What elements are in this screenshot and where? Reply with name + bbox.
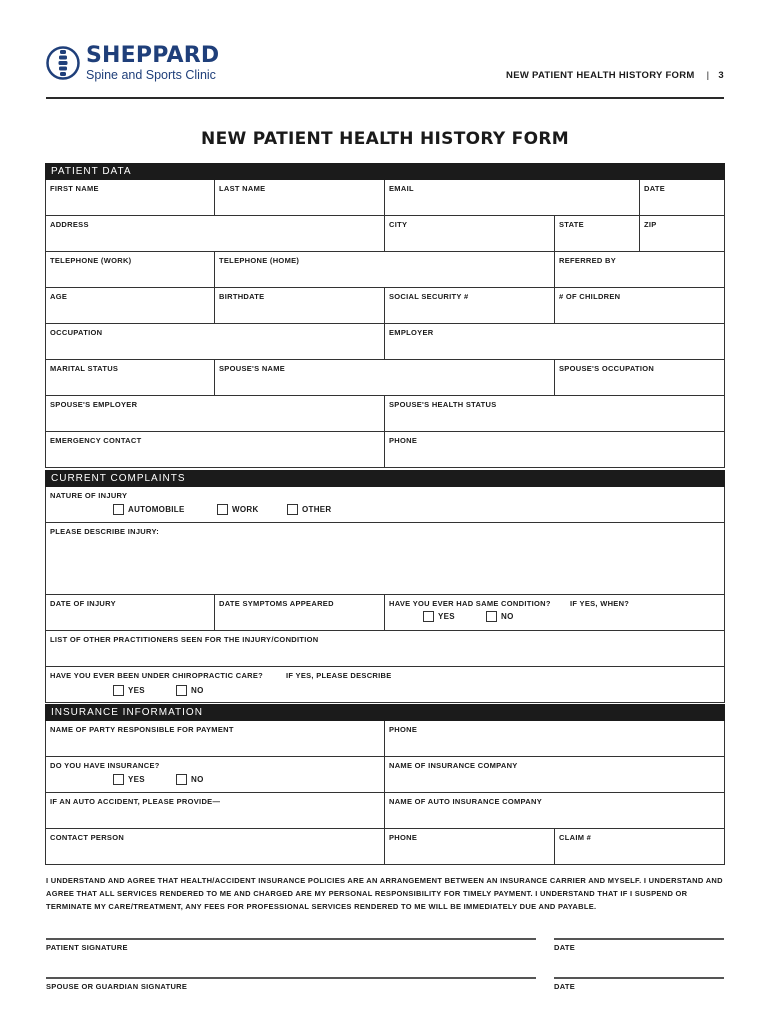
last-name-field[interactable]	[215, 180, 385, 216]
spouse-date-line[interactable]	[554, 977, 724, 979]
emergency-contact-label: EMERGENCY CONTACT	[50, 436, 142, 445]
children-field[interactable]	[555, 288, 725, 324]
contact-phone-field[interactable]	[385, 829, 555, 865]
other-checkbox[interactable]	[287, 504, 332, 515]
first-name-field[interactable]	[45, 180, 215, 216]
checkbox-box[interactable]	[113, 685, 124, 696]
address-field[interactable]	[45, 216, 385, 252]
auto-accident-field[interactable]	[45, 793, 385, 829]
marital-status-label: MARITAL STATUS	[50, 364, 119, 373]
same-condition-yes-checkbox[interactable]	[423, 611, 455, 622]
no-label: NO	[191, 775, 204, 784]
automobile-checkbox[interactable]	[113, 504, 185, 515]
checkbox-box[interactable]	[176, 685, 187, 696]
first-name-label: FIRST NAME	[50, 184, 99, 193]
checkbox-box[interactable]	[113, 774, 124, 785]
checkbox-box[interactable]	[113, 504, 124, 515]
other-practitioners-field[interactable]	[45, 631, 725, 667]
responsible-party-field[interactable]	[45, 721, 385, 757]
insurance-no-checkbox[interactable]	[176, 774, 204, 785]
checkbox-box[interactable]	[486, 611, 497, 622]
insurance-company-label: NAME OF INSURANCE COMPANY	[389, 761, 518, 770]
spouse-signature-label: SPOUSE OR GUARDIAN SIGNATURE	[46, 982, 188, 991]
patient-date-line[interactable]	[554, 938, 724, 940]
auto-insurance-label: NAME OF AUTO INSURANCE COMPANY	[389, 797, 543, 806]
email-field[interactable]	[385, 180, 640, 216]
state-label: STATE	[559, 220, 584, 229]
logo-title: SHEPPARD	[86, 43, 220, 68]
responsible-party-label: NAME OF PARTY RESPONSIBLE FOR PAYMENT	[50, 725, 234, 734]
zip-field[interactable]	[640, 216, 725, 252]
last-name-label: LAST NAME	[219, 184, 266, 193]
logo-subtitle: Spine and Sports Clinic	[86, 68, 216, 82]
age-field[interactable]	[45, 288, 215, 324]
insurance-yes-checkbox[interactable]	[113, 774, 145, 785]
date-of-injury-label: DATE OF INJURY	[50, 599, 116, 608]
zip-label: ZIP	[644, 220, 657, 229]
clinic-logo	[46, 43, 220, 84]
contact-person-field[interactable]	[45, 829, 385, 865]
auto-insurance-field[interactable]	[385, 793, 725, 829]
marital-status-field[interactable]	[45, 360, 215, 396]
spouse-health-field[interactable]	[385, 396, 725, 432]
section-current-complaints: CURRENT COMPLAINTS	[45, 470, 725, 487]
date-of-injury-field[interactable]	[45, 595, 215, 631]
if-yes-when-label: IF YES, WHEN?	[570, 599, 630, 608]
nature-of-injury-label: NATURE OF INJURY	[50, 491, 128, 500]
contact-phone-label: PHONE	[389, 833, 418, 842]
city-label: CITY	[389, 220, 408, 229]
spouse-signature-line[interactable]	[46, 977, 536, 979]
section-insurance: INSURANCE INFORMATION	[45, 704, 725, 721]
other-practitioners-label: LIST OF OTHER PRACTITIONERS SEEN FOR THE INJURY/CONDITION	[50, 635, 319, 644]
spouse-occupation-label: SPOUSE'S OCCUPATION	[559, 364, 655, 373]
no-label: NO	[501, 612, 514, 621]
ssn-label: SOCIAL SECURITY #	[389, 292, 469, 301]
occupation-label: OCCUPATION	[50, 328, 103, 337]
section-patient-data: PATIENT DATA	[45, 163, 725, 180]
telephone-work-label: TELEPHONE (WORK)	[50, 256, 132, 265]
occupation-field[interactable]	[45, 324, 385, 360]
describe-injury-label: PLEASE DESCRIBE INJURY:	[50, 527, 159, 536]
spine-logo-icon	[46, 44, 80, 82]
spouse-employer-field[interactable]	[45, 396, 385, 432]
chiropractic-care-label: HAVE YOU EVER BEEN UNDER CHIROPRACTIC CARE?	[50, 671, 264, 680]
city-field[interactable]	[385, 216, 555, 252]
date-symptoms-field[interactable]	[215, 595, 385, 631]
ssn-field[interactable]	[385, 288, 555, 324]
describe-injury-field[interactable]	[45, 523, 725, 595]
checkbox-box[interactable]	[287, 504, 298, 515]
telephone-work-field[interactable]	[45, 252, 215, 288]
date-symptoms-label: DATE SYMPTOMS APPEARED	[219, 599, 334, 608]
birthdate-field[interactable]	[215, 288, 385, 324]
yes-label: YES	[128, 775, 145, 784]
automobile-label: AUTOMOBILE	[128, 505, 185, 514]
employer-field[interactable]	[385, 324, 725, 360]
email-label: EMAIL	[389, 184, 414, 193]
yes-label: YES	[128, 686, 145, 695]
employer-label: EMPLOYER	[389, 328, 434, 337]
no-label: NO	[191, 686, 204, 695]
telephone-home-label: TELEPHONE (HOME)	[219, 256, 300, 265]
other-label: OTHER	[302, 505, 332, 514]
state-field[interactable]	[555, 216, 640, 252]
checkbox-box[interactable]	[176, 774, 187, 785]
header-form-label	[506, 70, 724, 81]
page-number: 3	[718, 70, 724, 81]
auto-accident-label: IF AN AUTO ACCIDENT, PLEASE PROVIDE—	[50, 797, 221, 806]
form-title: NEW PATIENT HEALTH HISTORY FORM	[201, 129, 569, 149]
contact-person-label: CONTACT PERSON	[50, 833, 125, 842]
claim-field[interactable]	[555, 829, 725, 865]
spouse-date-label: DATE	[554, 982, 576, 991]
chiropractic-yes-checkbox[interactable]	[113, 685, 145, 696]
if-yes-describe-label: IF YES, PLEASE DESCRIBE	[286, 671, 392, 680]
work-label: WORK	[232, 505, 259, 514]
claim-label: CLAIM #	[559, 833, 592, 842]
have-insurance-field	[45, 757, 385, 793]
same-condition-label: HAVE YOU EVER HAD SAME CONDITION?	[389, 599, 551, 608]
age-label: AGE	[50, 292, 68, 301]
spouse-name-label: SPOUSE'S NAME	[219, 364, 286, 373]
spouse-health-label: SPOUSE'S HEALTH STATUS	[389, 400, 497, 409]
chiropractic-no-checkbox[interactable]	[176, 685, 204, 696]
consent-statement: I UNDERSTAND AND AGREE THAT HEALTH/ACCIDENT INSURANCE POLICIES ARE AN ARRANGEMENT BETWEEN AN INSURANCE CARRIER AND MYSELF. I UNDERSTAND AND AGREE THAT ALL SERVICES RENDERED TO ME AND CHARGED ARE MY PERSONAL RESPONSIBILITY FOR TIMELY PAYMENT. I UNDERSTAND THAT IF I SUSPEND OR TERMINATE MY CARE/TREATMENT, ANY FEES FOR PROFESSIONAL SERVICES RENDERED TO ME WILL BE IMMEDIATELY DUE AND PAYABLE.	[46, 876, 723, 911]
checkbox-box[interactable]	[217, 504, 228, 515]
emergency-phone-label: PHONE	[389, 436, 418, 445]
referred-by-field[interactable]	[555, 252, 725, 288]
date-label: DATE	[644, 184, 666, 193]
children-label: # OF CHILDREN	[559, 292, 621, 301]
date-field[interactable]	[640, 180, 725, 216]
emergency-phone-field[interactable]	[385, 432, 725, 468]
patient-signature-label: PATIENT SIGNATURE	[46, 943, 128, 952]
patient-date-label: DATE	[554, 943, 576, 952]
work-checkbox[interactable]	[217, 504, 259, 515]
spouse-name-field[interactable]	[215, 360, 555, 396]
responsible-phone-label: PHONE	[389, 725, 418, 734]
yes-label: YES	[438, 612, 455, 621]
referred-by-label: REFERRED BY	[559, 256, 617, 265]
emergency-contact-field[interactable]	[45, 432, 385, 468]
same-condition-no-checkbox[interactable]	[486, 611, 514, 622]
telephone-home-field[interactable]	[215, 252, 555, 288]
patient-signature-line[interactable]	[46, 938, 536, 940]
responsible-phone-field[interactable]	[385, 721, 725, 757]
header-separator: |	[706, 70, 710, 81]
header-rule	[46, 97, 724, 99]
checkbox-box[interactable]	[423, 611, 434, 622]
spouse-employer-label: SPOUSE'S EMPLOYER	[50, 400, 138, 409]
chiropractic-care-field[interactable]	[45, 667, 725, 703]
have-insurance-label: DO YOU HAVE INSURANCE?	[50, 761, 160, 770]
address-label: ADDRESS	[50, 220, 89, 229]
birthdate-label: BIRTHDATE	[219, 292, 265, 301]
header-form-name: NEW PATIENT HEALTH HISTORY FORM	[506, 70, 695, 81]
spouse-occupation-field[interactable]	[555, 360, 725, 396]
insurance-company-field[interactable]	[385, 757, 725, 793]
